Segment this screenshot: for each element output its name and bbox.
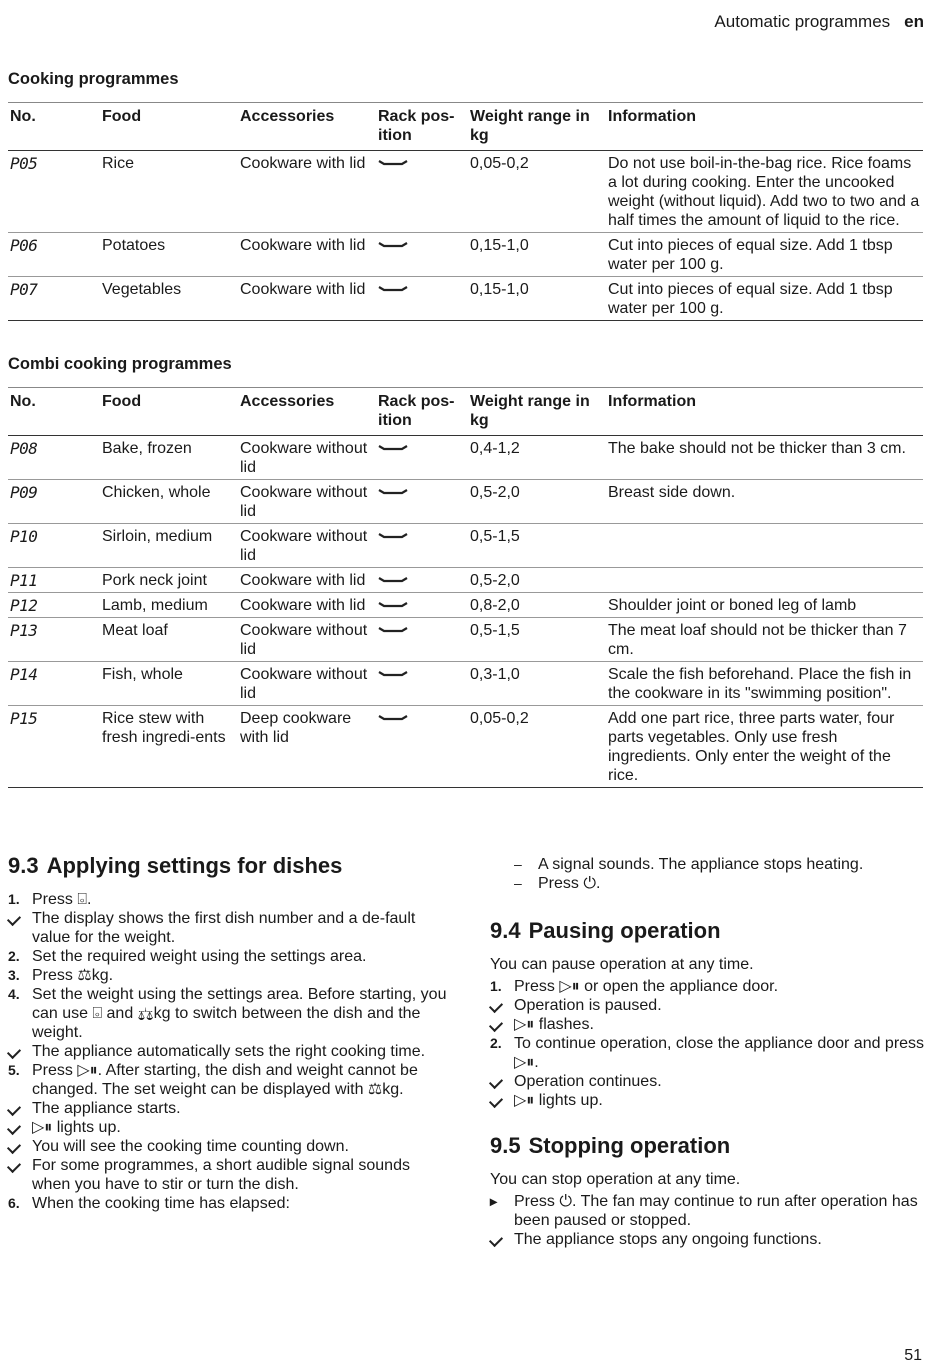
food-cell: Chicken, whole <box>100 480 238 524</box>
table-row <box>8 593 923 618</box>
check-icon <box>8 909 20 928</box>
step-number: 3. <box>8 967 20 983</box>
list-item <box>8 1137 448 1156</box>
programme-code: P14 <box>8 662 100 706</box>
accessories-cell: Cookware with lid <box>238 233 376 277</box>
list-item <box>8 909 448 947</box>
programme-code: P09 <box>8 480 100 524</box>
sub-list-item <box>490 874 930 893</box>
step-text: To continue operation, close the appliance door and press ▷⏸. <box>514 1035 925 1071</box>
step-text: The appliance starts. <box>32 1100 181 1117</box>
weight-cell: 0,05-0,2 <box>468 151 606 233</box>
step-number: 2. <box>8 948 20 964</box>
column-header: Weight range in kg <box>468 388 606 436</box>
table-row <box>8 706 923 788</box>
header-row <box>8 103 923 151</box>
combi-programmes-table <box>8 387 923 788</box>
check-icon <box>8 1118 20 1137</box>
intro-text: You can stop operation at any time. <box>490 1171 741 1188</box>
programme-code: P10 <box>8 524 100 568</box>
sub-step-text: Press ⏻. <box>538 875 601 892</box>
table-row <box>8 662 923 706</box>
rack-position-icon <box>378 240 408 250</box>
accessories-cell: Deep cookware with lid <box>238 706 376 788</box>
check-icon <box>8 1042 20 1061</box>
column-header: No. <box>8 388 100 436</box>
table-row <box>8 436 923 480</box>
rack-cell <box>376 480 468 524</box>
list-item <box>8 947 448 966</box>
list-item <box>490 1192 930 1230</box>
accessories-cell: Cookware with lid <box>238 277 376 321</box>
list-item <box>8 1061 448 1099</box>
combi-programmes-title: Combi cooking programmes <box>8 355 232 373</box>
column-header: No. <box>8 103 100 151</box>
step-text: Press ⏻. The fan may continue to run after operation has been paused or stopped. <box>514 1193 918 1229</box>
information-cell <box>606 568 923 593</box>
list-item <box>490 1015 930 1034</box>
programme-code: P05 <box>8 151 100 233</box>
weight-cell: 0,5-2,0 <box>468 568 606 593</box>
cooking-programmes-title: Cooking programmes <box>8 70 179 88</box>
information-cell: The meat loaf should not be thicker than 7 cm. <box>606 618 923 662</box>
rack-position-icon <box>378 713 408 723</box>
list-item <box>490 1072 930 1091</box>
column-header: Food <box>100 388 238 436</box>
step-text: Press ⌻. <box>32 891 92 908</box>
header-lang: en <box>904 12 924 31</box>
step-text: Operation continues. <box>514 1073 662 1090</box>
rack-position-icon <box>378 575 408 585</box>
weight-cell: 0,05-0,2 <box>468 706 606 788</box>
column-header: Weight range in kg <box>468 103 606 151</box>
list-item <box>490 977 930 996</box>
rack-cell <box>376 593 468 618</box>
step-text: ▷⏸ flashes. <box>514 1016 594 1033</box>
food-cell: Meat loaf <box>100 618 238 662</box>
list-item <box>8 1099 448 1118</box>
step-number: 2. <box>490 1035 502 1051</box>
food-cell: Vegetables <box>100 277 238 321</box>
information-cell <box>606 524 923 568</box>
rack-cell <box>376 662 468 706</box>
rack-position-icon <box>378 158 408 168</box>
list-item <box>8 890 448 909</box>
accessories-cell: Cookware without lid <box>238 480 376 524</box>
check-icon <box>8 1099 20 1118</box>
table-row <box>8 480 923 524</box>
sub-step-text: A signal sounds. The appliance stops heating. <box>538 856 864 873</box>
list-item <box>490 996 930 1015</box>
rack-position-icon <box>378 443 408 453</box>
page-number: 51 <box>904 1347 922 1364</box>
rack-cell <box>376 618 468 662</box>
food-cell: Rice <box>100 151 238 233</box>
step-number: 1. <box>8 891 20 907</box>
weight-cell: 0,8-2,0 <box>468 593 606 618</box>
check-icon <box>8 1156 20 1175</box>
check-icon <box>490 1072 502 1091</box>
table-row <box>8 618 923 662</box>
accessories-cell: Cookware without lid <box>238 662 376 706</box>
list-item <box>490 1034 930 1072</box>
programme-code: P07 <box>8 277 100 321</box>
list-item <box>8 1042 448 1061</box>
rack-position-icon <box>378 600 408 610</box>
list-item <box>490 1091 930 1110</box>
cooking-programmes-table <box>8 102 923 321</box>
weight-cell: 0,3-1,0 <box>468 662 606 706</box>
header-section: Automatic programmes <box>714 12 891 31</box>
programme-code: P08 <box>8 436 100 480</box>
check-icon <box>490 1230 502 1249</box>
table-row <box>8 151 923 233</box>
column-header: Information <box>606 103 923 151</box>
accessories-cell: Cookware with lid <box>238 568 376 593</box>
section-9-4-9-5 <box>490 855 930 1249</box>
rack-cell <box>376 233 468 277</box>
accessories-cell: Cookware without lid <box>238 524 376 568</box>
rack-cell <box>376 706 468 788</box>
rack-cell <box>376 151 468 233</box>
step-text: Set the required weight using the settings area. <box>32 948 367 965</box>
column-header: Rack pos-ition <box>376 103 468 151</box>
food-cell: Lamb, medium <box>100 593 238 618</box>
table-row <box>8 233 923 277</box>
step-text: Set the weight using the settings area. Before starting, you can use ⌻ and ⚖kg to switch between the dish and the weight. <box>32 986 447 1041</box>
column-header: Information <box>606 388 923 436</box>
information-cell: Shoulder joint or boned leg of lamb <box>606 593 923 618</box>
programme-code: P12 <box>8 593 100 618</box>
step-text: Press ⚖kg. <box>32 967 114 984</box>
rack-cell <box>376 524 468 568</box>
programme-code: P13 <box>8 618 100 662</box>
column-header: Accessories <box>238 388 376 436</box>
page-header <box>714 12 924 32</box>
arrow-bullet-icon: ▸ <box>490 1193 498 1209</box>
programme-code: P06 <box>8 233 100 277</box>
column-header: Rack pos-ition <box>376 388 468 436</box>
section-9-3 <box>8 852 448 1213</box>
list-item <box>8 966 448 985</box>
check-icon <box>490 1091 502 1110</box>
weight-cell: 0,5-2,0 <box>468 480 606 524</box>
information-cell: Add one part rice, three parts water, four parts vegetables. Only use fresh ingredients. Only enter the weight of the rice. <box>606 706 923 788</box>
information-cell: Do not use boil-in-the-bag rice. Rice foams a lot during cooking. Enter the uncooked weight (without liquid). Add two to two and a half times the amount of liquid to the rice. <box>606 151 923 233</box>
step-text: Press ▷⏸ or open the appliance door. <box>514 978 779 995</box>
weight-cell: 0,5-1,5 <box>468 524 606 568</box>
list-item <box>8 1118 448 1137</box>
food-cell: Sirloin, medium <box>100 524 238 568</box>
step-number: 4. <box>8 986 20 1002</box>
check-icon <box>490 996 502 1015</box>
list-item <box>8 985 448 1042</box>
step-text: ▷⏸ lights up. <box>32 1119 121 1136</box>
rack-position-icon <box>378 669 408 679</box>
step-number: 5. <box>8 1062 20 1078</box>
list-item <box>8 1194 448 1213</box>
section-heading: 9.5 Stopping operation <box>490 1133 731 1158</box>
information-cell: Scale the fish beforehand. Place the fish in the cookware in its "swimming position". <box>606 662 923 706</box>
information-cell: The bake should not be thicker than 3 cm. <box>606 436 923 480</box>
step-text: The display shows the first dish number and a de-fault value for the weight. <box>32 910 416 946</box>
table-row <box>8 568 923 593</box>
step-text: Press ▷⏸. After starting, the dish and weight cannot be changed. The set weight can be displayed with ⚖kg. <box>32 1062 418 1098</box>
step-number: 1. <box>490 978 502 994</box>
information-cell: Cut into pieces of equal size. Add 1 tbsp water per 100 g. <box>606 233 923 277</box>
step-number: 6. <box>8 1195 20 1211</box>
column-header: Food <box>100 103 238 151</box>
information-cell: Breast side down. <box>606 480 923 524</box>
rack-position-icon <box>378 531 408 541</box>
sub-list-item <box>490 855 930 874</box>
rack-position-icon <box>378 487 408 497</box>
check-icon <box>490 1015 502 1034</box>
header-row <box>8 388 923 436</box>
food-cell: Potatoes <box>100 233 238 277</box>
rack-cell <box>376 277 468 321</box>
table-row <box>8 524 923 568</box>
accessories-cell: Cookware with lid <box>238 151 376 233</box>
step-text: ▷⏸ lights up. <box>514 1092 603 1109</box>
accessories-cell: Cookware without lid <box>238 436 376 480</box>
step-text: The appliance stops any ongoing functions. <box>514 1231 822 1248</box>
weight-cell: 0,5-1,5 <box>468 618 606 662</box>
food-cell: Pork neck joint <box>100 568 238 593</box>
programme-code: P11 <box>8 568 100 593</box>
rack-cell <box>376 436 468 480</box>
list-item <box>8 1156 448 1194</box>
rack-position-icon <box>378 284 408 294</box>
food-cell: Rice stew with fresh ingredi-ents <box>100 706 238 788</box>
step-text: Operation is paused. <box>514 997 662 1014</box>
section-heading: 9.4 Pausing operation <box>490 918 721 943</box>
weight-cell: 0,4-1,2 <box>468 436 606 480</box>
table-row <box>8 277 923 321</box>
rack-position-icon <box>378 625 408 635</box>
step-text: The appliance automatically sets the right cooking time. <box>32 1043 426 1060</box>
rack-cell <box>376 568 468 593</box>
section-heading: 9.3 Applying settings for dishes <box>8 853 343 878</box>
food-cell: Fish, whole <box>100 662 238 706</box>
weight-cell: 0,15-1,0 <box>468 233 606 277</box>
weight-cell: 0,15-1,0 <box>468 277 606 321</box>
step-text: When the cooking time has elapsed: <box>32 1195 290 1212</box>
programme-code: P15 <box>8 706 100 788</box>
dash-bullet: – <box>514 856 522 872</box>
accessories-cell: Cookware with lid <box>238 593 376 618</box>
step-text: You will see the cooking time counting down. <box>32 1138 349 1155</box>
accessories-cell: Cookware without lid <box>238 618 376 662</box>
step-text: For some programmes, a short audible signal sounds when you have to stir or turn the dish. <box>32 1157 410 1193</box>
list-item <box>490 1230 930 1249</box>
check-icon <box>8 1137 20 1156</box>
dash-bullet: – <box>514 875 522 891</box>
food-cell: Bake, frozen <box>100 436 238 480</box>
column-header: Accessories <box>238 103 376 151</box>
intro-text: You can pause operation at any time. <box>490 956 754 973</box>
information-cell: Cut into pieces of equal size. Add 1 tbsp water per 100 g. <box>606 277 923 321</box>
